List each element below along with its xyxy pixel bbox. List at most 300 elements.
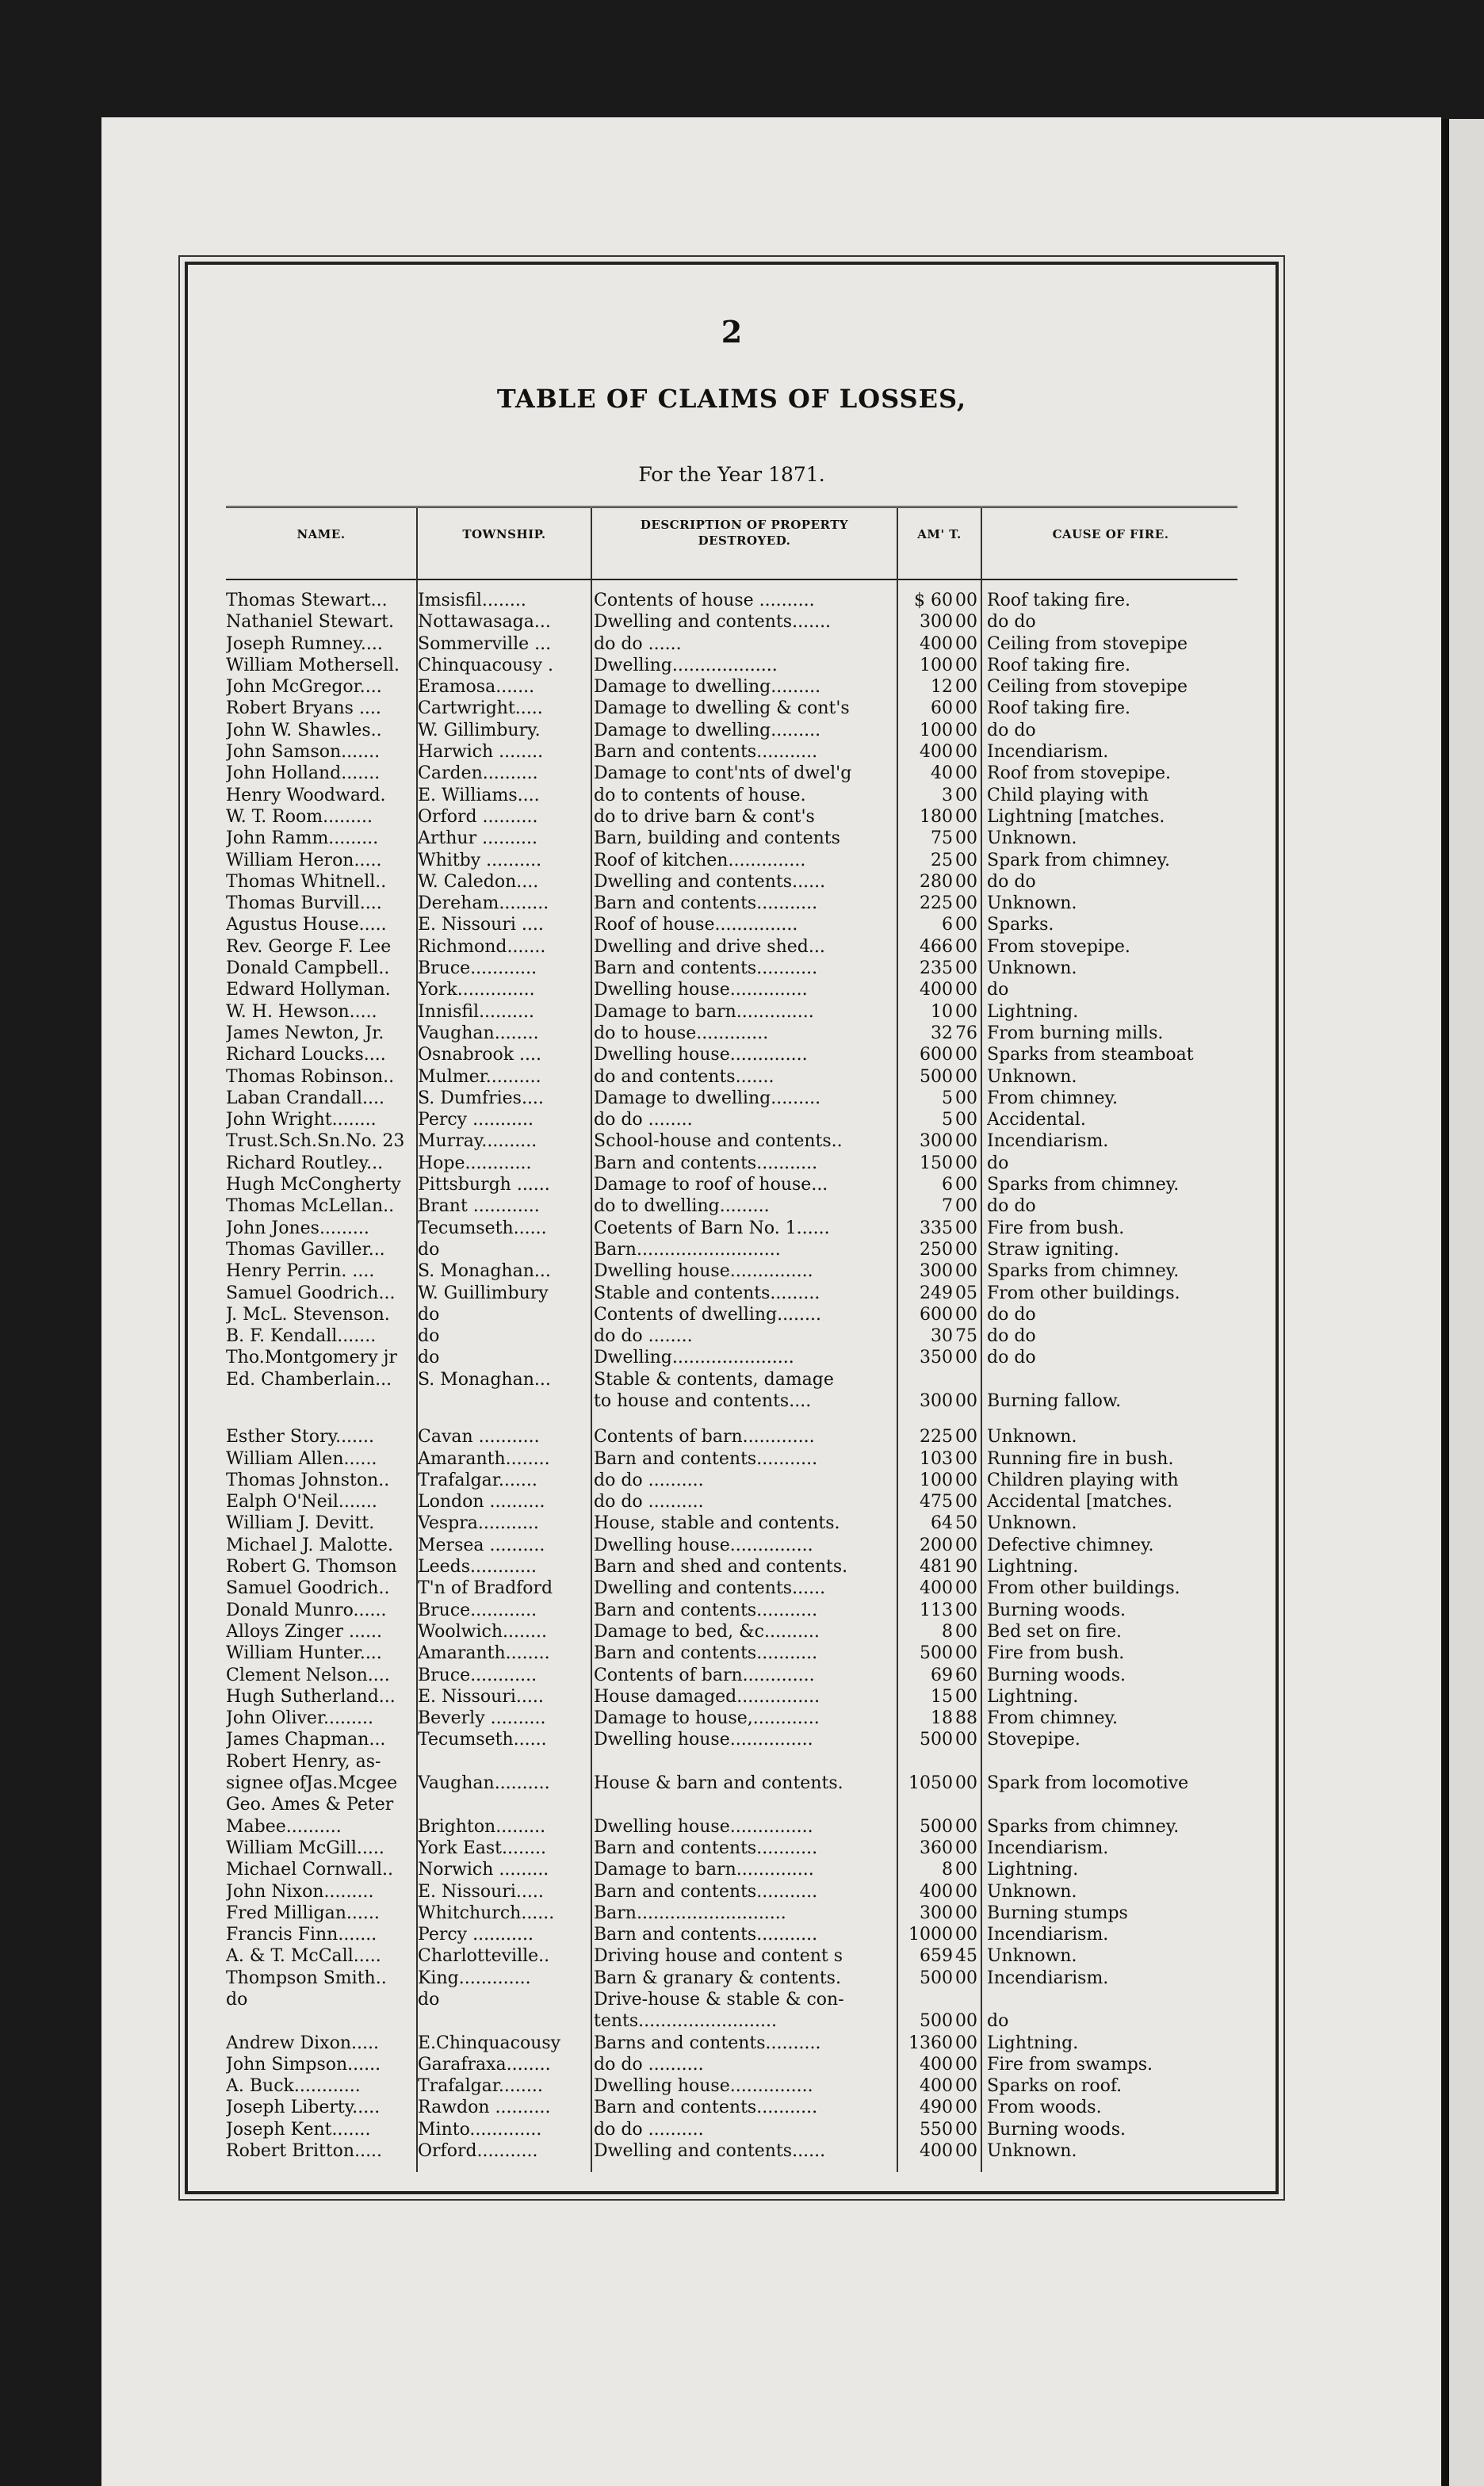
cell-amount: 8	[942, 1621, 953, 1642]
cell-name: Richard Routley...	[226, 1153, 384, 1173]
cell-cents: 00	[955, 1001, 977, 1022]
cell-name: William Hunter....	[226, 1643, 382, 1664]
cell-cause: Burning stumps	[987, 1903, 1128, 1923]
cell-cause: Incendiarism.	[987, 1838, 1109, 1858]
cell-description: Barn and contents...........	[594, 2098, 818, 2118]
cell-amount: 280	[920, 871, 953, 892]
cell-cents: 45	[955, 1946, 977, 1967]
cell-name: do	[226, 1990, 248, 2010]
cell-cents: 00	[955, 2011, 977, 2032]
cell-cause: Lightning.	[987, 1557, 1079, 1578]
cell-amount: 475	[920, 1492, 953, 1513]
cell-township: Hope............	[418, 1153, 532, 1173]
cell-amount: 64	[931, 1513, 953, 1534]
cell-amount: 69	[931, 1665, 953, 1685]
cell-township: do	[418, 1304, 440, 1325]
table-row	[226, 763, 1241, 784]
cell-amount: 225	[920, 1427, 953, 1448]
cell-cents: 00	[955, 1239, 977, 1260]
table-row	[226, 1044, 1241, 1065]
cell-cents: 00	[955, 2054, 977, 2075]
cell-cents: 00	[955, 2119, 977, 2140]
cell-name: Thomas Stewart...	[226, 591, 388, 610]
cell-name: Thomas Johnston..	[226, 1470, 390, 1490]
cell-township: Murray..........	[418, 1131, 537, 1152]
cell-name: Agustus House.....	[226, 915, 387, 935]
cell-name: William J. Devitt.	[226, 1513, 375, 1534]
cell-amount: 200	[920, 1535, 953, 1555]
cell-cause: do do	[987, 1326, 1036, 1347]
cell-name: Andrew Dixon.....	[226, 2033, 379, 2053]
table-row	[226, 1066, 1241, 1088]
cell-amount: 481	[920, 1557, 953, 1578]
cell-description: do do ........	[594, 1110, 693, 1130]
adjacent-page-edge	[1449, 119, 1484, 2486]
cell-description: House damaged...............	[594, 1686, 820, 1707]
table-row	[226, 611, 1241, 633]
cell-township: Garafraxa........	[418, 2054, 551, 2075]
cell-township: do	[418, 1326, 440, 1347]
cell-description: Dwelling......................	[594, 1348, 794, 1368]
cell-township: London ..........	[418, 1492, 545, 1513]
cell-name: A. & T. McCall.....	[226, 1946, 381, 1967]
table-row	[226, 1665, 1241, 1686]
cell-cause: Fire from bush.	[987, 1218, 1125, 1238]
table-row	[226, 1708, 1241, 1729]
cell-cents: 00	[955, 1110, 977, 1130]
book-gutter	[1441, 119, 1449, 2486]
cell-cause: Unknown.	[987, 828, 1077, 849]
cell-amount: 6	[942, 915, 953, 935]
cell-name: Mabee..........	[226, 1816, 342, 1837]
cell-cause: Incendiarism.	[987, 1131, 1109, 1152]
cell-cents: 00	[955, 1860, 977, 1880]
cell-cause: Sparks on roof.	[987, 2076, 1123, 2097]
cell-township: Osnabrook ....	[418, 1045, 541, 1065]
table-row	[226, 676, 1241, 698]
cell-cents: 50	[955, 1513, 977, 1534]
cell-description: Coetents of Barn No. 1......	[594, 1218, 830, 1238]
cell-amount: 500	[920, 1730, 953, 1750]
cell-township: Sommerville ...	[418, 633, 552, 654]
table-row	[226, 1109, 1241, 1130]
cell-name: Joseph Kent.......	[226, 2119, 371, 2140]
cell-cents: 00	[955, 1261, 977, 1282]
cell-township: T'n of Bradford	[418, 1578, 553, 1599]
cell-cause: do	[987, 2011, 1009, 2032]
cell-amount: 500	[920, 1066, 953, 1087]
cell-cause: do	[987, 1153, 1009, 1173]
cell-township: Mersea ..........	[418, 1535, 545, 1555]
cell-township: E.Chinquacousy	[418, 2033, 561, 2053]
cell-name: Fred Milligan......	[226, 1903, 380, 1923]
cell-description: Dwelling and drive shed...	[594, 936, 825, 957]
cell-description: Dwelling house...............	[594, 2076, 813, 2097]
cell-description: do do ..........	[594, 1470, 704, 1490]
cell-township: Vaughan..........	[418, 1773, 550, 1794]
cell-name: John Ramm.........	[226, 828, 379, 849]
cell-cause: Incendiarism.	[987, 1925, 1109, 1945]
cell-description: Contents of barn.............	[594, 1665, 815, 1685]
cell-description: Contents of house ..........	[594, 591, 815, 610]
table-row	[226, 2010, 1241, 2032]
cell-name: Thomas Gaviller...	[226, 1239, 385, 1260]
cell-cents: 00	[955, 1175, 977, 1195]
table-row	[226, 741, 1241, 763]
cell-description: Barn and contents...........	[594, 742, 818, 763]
cell-township: E. Nissouri.....	[418, 1686, 544, 1707]
cell-amount: 60	[931, 698, 953, 719]
table-row	[226, 1130, 1241, 1152]
table-row	[226, 633, 1241, 655]
cell-township: E. Williams....	[418, 785, 540, 805]
cell-description: Damage to barn..............	[594, 1001, 814, 1022]
cell-cents: 00	[955, 1218, 977, 1238]
cell-amount: 40	[931, 763, 953, 784]
cell-amount: 350	[920, 1348, 953, 1368]
cell-cause: Roof from stovepipe.	[987, 763, 1171, 784]
cell-amount: $ 60	[914, 591, 953, 610]
cell-description: Dwelling house..............	[594, 980, 808, 1000]
cell-amount: 5	[942, 1088, 953, 1108]
table-row	[226, 1621, 1241, 1643]
cell-cents: 00	[955, 633, 977, 654]
cell-cents: 00	[955, 720, 977, 740]
cell-cause: Unknown.	[987, 2141, 1077, 2162]
cell-description: Dwelling house...............	[594, 1730, 813, 1750]
cell-cents: 00	[955, 1131, 977, 1152]
table-row	[226, 1751, 1241, 1773]
cell-description: Dwelling house...............	[594, 1261, 813, 1282]
cell-township: do	[418, 1239, 440, 1260]
cell-cents: 00	[955, 1968, 977, 1988]
cell-cause: Roof taking fire.	[987, 698, 1130, 719]
cell-name: John Samson.......	[226, 742, 381, 763]
cell-description: Barn and contents...........	[594, 1600, 818, 1620]
table-row	[226, 2075, 1241, 2097]
cell-township: Rawdon ..........	[418, 2098, 551, 2118]
cell-name: J. McL. Stevenson.	[226, 1304, 390, 1325]
cell-cents: 00	[955, 677, 977, 698]
cell-cause: Sparks from chimney.	[987, 1261, 1180, 1282]
cell-township: Mulmer..........	[418, 1066, 541, 1087]
cell-cents: 00	[955, 1903, 977, 1923]
cell-township: Pittsburgh ......	[418, 1175, 550, 1195]
cell-cents: 00	[955, 1643, 977, 1664]
claims-table-body	[226, 590, 1241, 2162]
cell-township: Nottawasaga...	[418, 612, 551, 633]
cell-township: Vespra...........	[418, 1513, 539, 1534]
table-row	[226, 1881, 1241, 1903]
cell-amount: 500	[920, 1643, 953, 1664]
cell-township: do	[418, 1348, 440, 1368]
cell-amount: 100	[920, 655, 953, 675]
cell-amount: 300	[920, 1131, 953, 1152]
cell-description: Barn, building and contents	[594, 828, 840, 849]
cell-cents: 00	[955, 612, 977, 633]
table-row	[226, 1470, 1241, 1491]
cell-description: tents.........................	[594, 2011, 777, 2032]
cell-amount: 300	[920, 1261, 953, 1282]
table-row	[226, 1195, 1241, 1217]
cell-name: Robert Bryans ....	[226, 698, 381, 719]
cell-township: Percy ...........	[418, 1925, 534, 1945]
header-top-rule	[226, 506, 1237, 511]
cell-cause: do do	[987, 871, 1036, 892]
cell-township: E. Nissouri ....	[418, 915, 544, 935]
cell-description: Damage to house,............	[594, 1708, 820, 1729]
cell-township: Woolwich........	[418, 1621, 547, 1642]
cell-cents: 00	[955, 785, 977, 805]
table-row	[226, 590, 1241, 611]
cell-name: Rev. George F. Lee	[226, 936, 392, 957]
table-row	[226, 1390, 1241, 1412]
table-row	[226, 1535, 1241, 1556]
cell-township: Beverly ..........	[418, 1708, 546, 1729]
cell-description: Barn and contents...........	[594, 893, 818, 914]
cell-name: Alloys Zinger ......	[226, 1621, 382, 1642]
table-row	[226, 1924, 1241, 1945]
cell-description: Dwelling house..............	[594, 1045, 808, 1065]
cell-cents: 00	[955, 850, 977, 870]
cell-name: Geo. Ames & Peter	[226, 1795, 394, 1815]
cell-amount: 7	[942, 1196, 953, 1217]
table-row	[226, 785, 1241, 806]
cell-township: S. Monaghan...	[418, 1369, 551, 1390]
cell-amount: 600	[920, 1045, 953, 1065]
table-row	[226, 828, 1241, 849]
cell-description: Roof of kitchen..............	[594, 850, 806, 870]
cell-name: William Allen......	[226, 1448, 377, 1469]
cell-cents: 90	[955, 1557, 977, 1578]
cell-name: W. H. Hewson.....	[226, 1001, 377, 1022]
cell-description: Damage to roof of house...	[594, 1175, 828, 1195]
header-name: NAME.	[296, 527, 346, 541]
cell-name: Thomas Burvill....	[226, 893, 382, 914]
cell-township: Cartwright.....	[418, 698, 543, 719]
cell-township: Trafalgar........	[418, 2076, 543, 2097]
cell-cause: From stovepipe.	[987, 936, 1130, 957]
cell-cents: 00	[955, 655, 977, 675]
table-row	[226, 1369, 1241, 1390]
cell-cents: 00	[955, 1196, 977, 1217]
cell-description: Dwelling and contents......	[594, 2141, 826, 2162]
cell-name: Robert G. Thomson	[226, 1557, 397, 1578]
cell-cause: Burning woods.	[987, 2119, 1126, 2140]
cell-township: Whitchurch......	[418, 1903, 555, 1923]
cell-name: Michael Cornwall..	[226, 1860, 393, 1880]
table-row	[226, 1174, 1241, 1195]
cell-description: Damage to cont'nts of dwel'g	[594, 763, 852, 784]
table-row	[226, 1325, 1241, 1347]
cell-cause: Lightning.	[987, 1686, 1079, 1707]
cell-township: Richmond.......	[418, 936, 546, 957]
cell-name: Donald Campbell..	[226, 958, 390, 979]
cell-description: Barns and contents..........	[594, 2033, 821, 2053]
cell-name: Henry Woodward.	[226, 785, 386, 805]
cell-cause: Child playing with	[987, 785, 1149, 805]
cell-cause: Accidental.	[987, 1110, 1086, 1130]
cell-name: signee ofJas.Mcgee	[226, 1773, 398, 1794]
cell-township: Amaranth........	[418, 1643, 550, 1664]
cell-cents: 00	[955, 742, 977, 763]
cell-name: Esther Story.......	[226, 1427, 375, 1448]
cell-cause: Fire from swamps.	[987, 2054, 1153, 2075]
cell-township: Tecumseth......	[418, 1218, 547, 1238]
cell-amount: 25	[931, 850, 953, 870]
cell-cause: Straw igniting.	[987, 1239, 1119, 1260]
cell-cents: 00	[955, 936, 977, 957]
cell-amount: 225	[920, 893, 953, 914]
cell-cents: 00	[955, 828, 977, 849]
table-row	[226, 1729, 1241, 1750]
cell-name: William Heron.....	[226, 850, 382, 870]
cell-amount: 400	[920, 1578, 953, 1599]
cell-amount: 18	[931, 1708, 953, 1729]
cell-township: Leeds............	[418, 1557, 537, 1578]
header-cause: CAUSE OF FIRE.	[1052, 527, 1169, 541]
cell-description: Barn and contents...........	[594, 1643, 818, 1664]
cell-amount: 300	[920, 1390, 953, 1411]
cell-cause: Unknown.	[987, 1881, 1077, 1902]
table-row	[226, 655, 1241, 676]
cell-cause: Incendiarism.	[987, 1968, 1109, 1988]
cell-description: Driving house and content s	[594, 1946, 843, 1967]
cell-cents: 00	[955, 958, 977, 979]
cell-description: Dwelling and contents......	[594, 1578, 826, 1599]
table-row	[226, 1903, 1241, 1924]
cell-cents: 00	[955, 1348, 977, 1368]
cell-cents: 88	[955, 1708, 977, 1729]
cell-township: Trafalgar.......	[418, 1470, 537, 1490]
cell-amount: 550	[920, 2119, 953, 2140]
cell-township: do	[418, 1990, 440, 2010]
cell-cents: 00	[955, 1881, 977, 1902]
cell-name: Francis Finn.......	[226, 1925, 377, 1945]
cell-cause: Children playing with	[987, 1470, 1179, 1490]
cell-cents: 00	[955, 1088, 977, 1108]
cell-name: John McGregor....	[226, 677, 382, 698]
table-row	[226, 2140, 1241, 2162]
cell-township: York East........	[418, 1838, 546, 1858]
cell-cause: do do	[987, 612, 1036, 633]
cell-township: Harwich ........	[418, 742, 544, 763]
cell-amount: 400	[920, 633, 953, 654]
cell-description: Damage to dwelling.........	[594, 677, 821, 698]
cell-township: Brant ............	[418, 1196, 540, 1217]
cell-cents: 00	[955, 1816, 977, 1837]
cell-cents: 76	[955, 1023, 977, 1043]
cell-name: Joseph Rumney....	[226, 633, 383, 654]
cell-cents: 00	[955, 871, 977, 892]
cell-description: Dwelling...................	[594, 655, 778, 675]
table-row	[226, 1218, 1241, 1239]
table-row	[226, 1448, 1241, 1470]
table-row	[226, 1283, 1241, 1304]
table-row	[226, 1945, 1241, 1967]
cell-description: do and contents.......	[594, 1066, 775, 1087]
cell-amount: 5	[942, 1110, 953, 1130]
cell-cause: Sparks.	[987, 915, 1054, 935]
table-row	[226, 2097, 1241, 2118]
table-row	[226, 1600, 1241, 1621]
cell-description: Contents of dwelling........	[594, 1304, 822, 1325]
cell-township: Eramosa.......	[418, 677, 535, 698]
cell-township: S. Dumfries....	[418, 1088, 544, 1108]
page-subtitle: For the Year 1871.	[638, 463, 825, 486]
cell-township: S. Monaghan...	[418, 1261, 551, 1282]
cell-cause: Sparks from chimney.	[987, 1175, 1180, 1195]
table-row	[226, 1816, 1241, 1838]
cell-cents: 00	[955, 2076, 977, 2097]
cell-amount: 180	[920, 806, 953, 827]
table-row	[226, 914, 1241, 935]
cell-cause: Lightning.	[987, 1860, 1079, 1880]
cell-amount: 600	[920, 1304, 953, 1325]
cell-amount: 100	[920, 720, 953, 740]
cell-cents: 00	[955, 1578, 977, 1599]
cell-cents: 00	[955, 1390, 977, 1411]
cell-amount: 1360	[908, 2033, 953, 2053]
cell-cause: Roof taking fire.	[987, 655, 1130, 675]
cell-description: Barn and contents...........	[594, 1925, 818, 1945]
cell-cause: do do	[987, 1196, 1036, 1217]
cell-cents: 00	[955, 1492, 977, 1513]
table-row	[226, 1239, 1241, 1260]
cell-name: Clement Nelson....	[226, 1665, 390, 1685]
cell-township: Dereham.........	[418, 893, 549, 914]
cell-description: Contents of barn.............	[594, 1427, 815, 1448]
cell-cents: 05	[955, 1283, 977, 1303]
table-row	[226, 936, 1241, 958]
cell-amount: 300	[920, 612, 953, 633]
cell-cents: 00	[955, 1535, 977, 1555]
cell-township: Carden..........	[418, 763, 538, 784]
table-row	[226, 1426, 1241, 1448]
table-row	[226, 2119, 1241, 2140]
cell-township: Bruce............	[418, 1600, 537, 1620]
cell-amount: 10	[931, 1001, 953, 1022]
cell-name: James Chapman...	[226, 1730, 386, 1750]
table-row	[226, 1556, 1241, 1578]
cell-amount: 500	[920, 1816, 953, 1837]
table-row	[226, 1491, 1241, 1513]
cell-description: do to drive barn & cont's	[594, 806, 815, 827]
cell-name: Henry Perrin. ....	[226, 1261, 375, 1282]
cell-amount: 100	[920, 1470, 953, 1490]
cell-cause: Ceiling from stovepipe	[987, 677, 1188, 698]
header-amount: AM' T.	[917, 527, 962, 541]
cell-amount: 250	[920, 1239, 953, 1260]
cell-cents: 00	[955, 2098, 977, 2118]
cell-cause: Bed set on fire.	[987, 1621, 1123, 1642]
table-row	[226, 2054, 1241, 2075]
cell-description: Damage to dwelling & cont's	[594, 698, 850, 719]
table-row	[226, 1304, 1241, 1325]
cell-township: Bruce............	[418, 958, 537, 979]
cell-name: William McGill.....	[226, 1838, 384, 1858]
cell-cents: 00	[955, 806, 977, 827]
cell-amount: 400	[920, 2076, 953, 2097]
cell-township: Bruce............	[418, 1665, 537, 1685]
table-row	[226, 979, 1241, 1000]
cell-township: Whitby ..........	[418, 850, 542, 870]
cell-name: Robert Henry, as-	[226, 1751, 381, 1772]
cell-name: Samuel Goodrich..	[226, 1578, 390, 1599]
cell-cents: 00	[955, 698, 977, 719]
cell-name: James Newton, Jr.	[226, 1023, 384, 1043]
cell-description: Dwelling house...............	[594, 1816, 813, 1837]
